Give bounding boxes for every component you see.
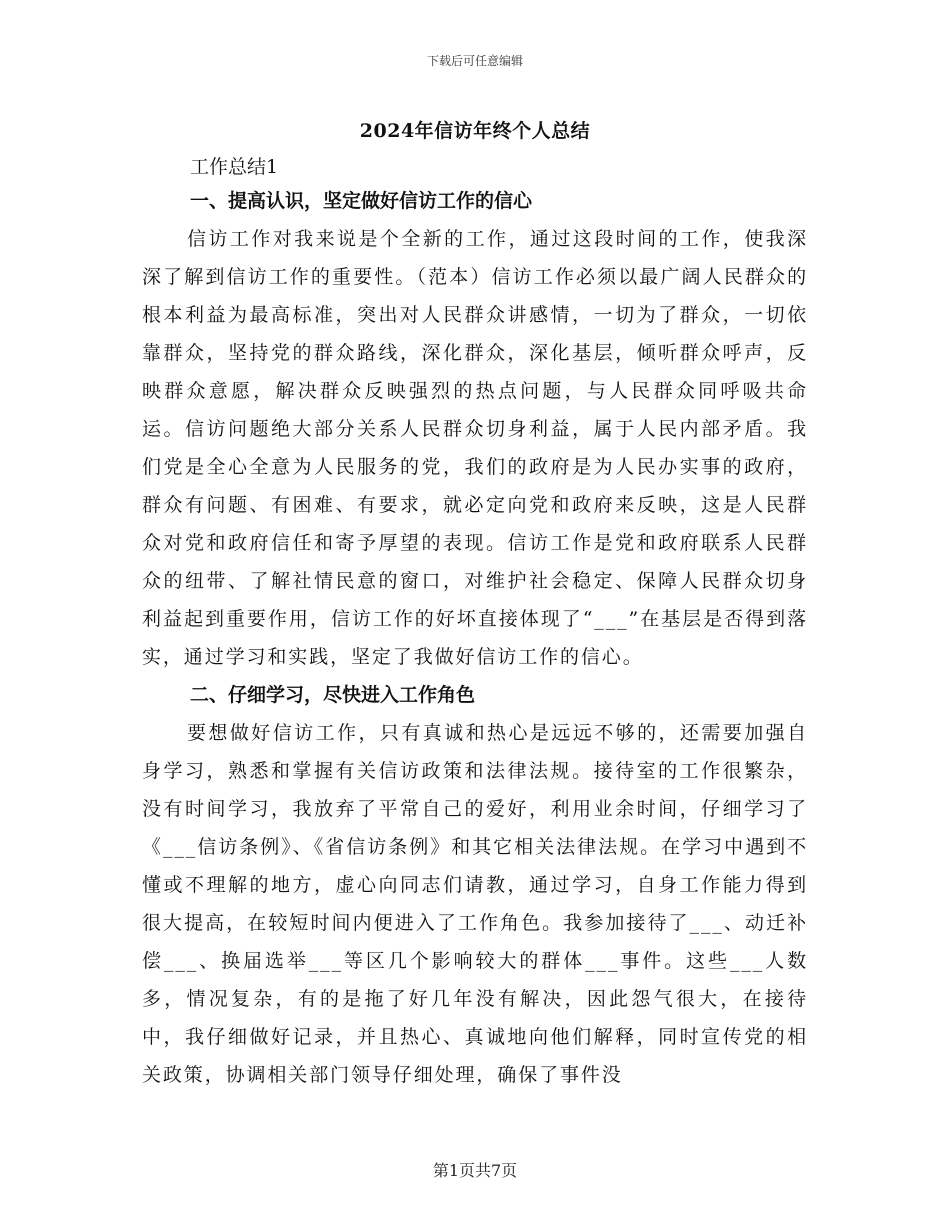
heading-1: 一、提高认识，坚定做好信访工作的信心 bbox=[190, 190, 533, 212]
section-label: 工作总结1 bbox=[190, 156, 279, 178]
document-title: 2024年信访年终个人总结 bbox=[359, 120, 591, 142]
paragraph-1: 信访工作对我来说是个全新的工作，通过这段时间的工作，使我深深了解到信访工作的重要性。（范本）信访工作必须以最广阔人民群众的根本利益为最高标准，突出对人民群众讲感情，一切为了群众，一切依靠群众，坚持党的群众路线，深化群众，深化基层，倾听群众呼声，反映群众意愿，解决群众反映强烈的热点问题，与人民群众同呼吸共命运。信访问题绝大部分关系人民群众切身利益，属于人民内部矛盾。我们党是全心全意为人民服务的党，我们的政府是为人民办实事的政府，群众有问题、有困难、有要求，就必定向党和政府来反映，这是人民群众对党和政府信任和寄予厚望的表现。信访工作是党和政府联系人民群众的纽带、了解社情民意的窗口，对维护社会稳定、保障人民群众切身利益起到重要作用，信访工作的好坏直接体现了“___”在基层是否得到落实，通过学习和实践，坚定了我做好信访工作的信心。 bbox=[142, 228, 808, 668]
page-footer: 第1页共7页 bbox=[432, 1161, 518, 1180]
heading-2: 二、仔细学习，尽快进入工作角色 bbox=[190, 684, 476, 706]
document-body bbox=[142, 182, 808, 1094]
page-header-note: 下载后可任意编辑 bbox=[426, 54, 523, 68]
paragraph-2: 要想做好信访工作，只有真诚和热心是远远不够的，还需要加强自身学习，熟悉和掌握有关信访政策和法律法规。接待室的工作很繁杂，没有时间学习，我放弃了平常自己的爱好，利用业余时间，仔细学习了《___信访条例》、《省信访条例》和其它相关法律法规。在学习中遇到不懂或不理解的地方，虚心向同志们请教，通过学习，自身工作能力得到很大提高，在较短时间内便进入了工作角色。我参加接待了___、动迁补偿___、换届选举___等区几个影响较大的群体___事件。这些___人数多，情况复杂，有的是拖了好几年没有解决，因此怨气很大，在接待中，我仔细做好记录，并且热心、真诚地向他们解释，同时宣传党的相关政策，协调相关部门领导仔细处理，确保了事件没 bbox=[142, 722, 808, 1086]
